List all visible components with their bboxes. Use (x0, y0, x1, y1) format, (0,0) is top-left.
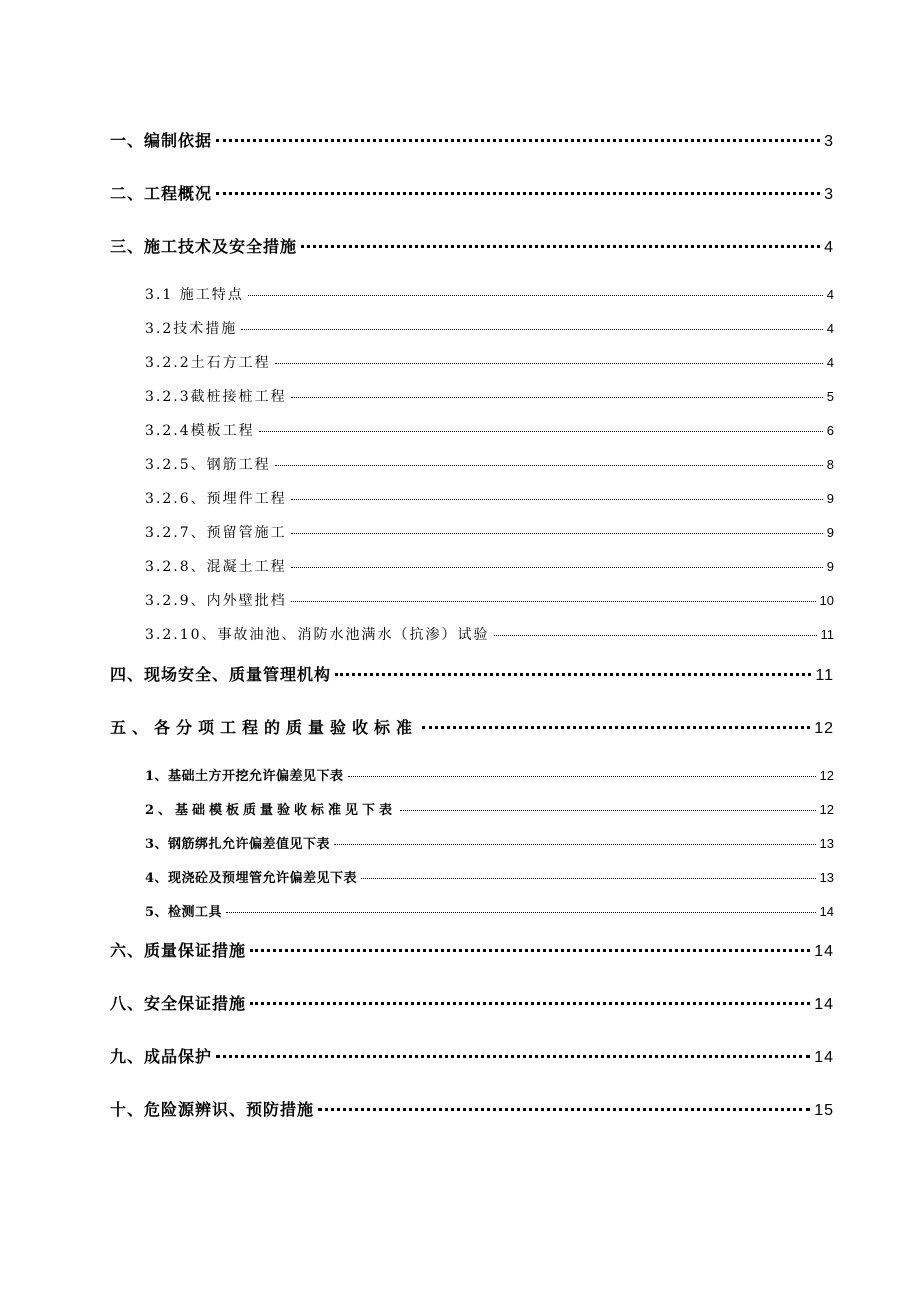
toc-entry[interactable] (110, 128, 834, 151)
toc-entry-label: 3.1 施工特点 (145, 287, 244, 303)
toc-entry-page: 9 (826, 559, 834, 574)
toc-entry[interactable] (145, 799, 834, 818)
toc-entry-page: 6 (826, 423, 834, 438)
dot-leader (335, 673, 811, 676)
toc-entry-label: 3.2技术措施 (145, 321, 238, 337)
dot-leader (241, 329, 823, 330)
toc-entry[interactable] (145, 765, 834, 784)
toc-entry[interactable] (145, 901, 834, 920)
dot-leader (400, 810, 815, 811)
dot-leader (291, 499, 823, 500)
dot-leader (422, 726, 810, 729)
toc-entry-label: 三、施工技术及安全措施 (110, 237, 298, 256)
toc-entry-page: 4 (826, 355, 834, 370)
dot-leader (216, 139, 820, 142)
dot-leader (291, 567, 823, 568)
dot-leader (226, 912, 815, 913)
toc-entry[interactable] (110, 938, 834, 961)
toc-entry-label: 八、安全保证措施 (110, 994, 247, 1013)
dot-leader (216, 192, 820, 195)
toc-entry[interactable] (145, 318, 834, 338)
toc-entry-label: 五、各分项工程的质量验收标准 (110, 718, 419, 737)
dot-leader (334, 844, 815, 845)
toc-entry-label: 1、基础土方开挖允许偏差见下表 (145, 769, 344, 784)
toc-entry-label: 3.2.8、混凝土工程 (145, 559, 287, 575)
toc-entry-page: 11 (820, 627, 834, 642)
toc-entry[interactable] (145, 522, 834, 542)
toc-entry-label: 3、钢筋绑扎允许偏差值见下表 (145, 837, 331, 852)
toc-entry-page: 3 (824, 133, 834, 150)
toc-entry-page: 9 (826, 491, 834, 506)
toc-entry-page: 14 (814, 943, 834, 960)
toc-entry[interactable] (110, 181, 834, 204)
toc-entry-page: 5 (826, 389, 834, 404)
toc-entry-page: 14 (819, 904, 834, 919)
toc-entry-page: 4 (824, 239, 834, 256)
toc-entry[interactable] (110, 991, 834, 1014)
toc-entry-label: 3.2.3截桩接桩工程 (145, 389, 287, 405)
toc-entry-label: 5、检测工具 (145, 905, 223, 920)
toc-entry-page: 11 (815, 667, 834, 684)
toc-entry[interactable] (145, 590, 834, 610)
toc-entry-label: 4、现浇砼及预埋管允许偏差见下表 (145, 871, 358, 886)
dot-leader (259, 431, 823, 432)
toc-entry-label: 3.2.9、内外壁批档 (145, 593, 287, 609)
dot-leader (216, 1055, 810, 1058)
dot-leader (275, 363, 823, 364)
toc-entry[interactable] (110, 234, 834, 257)
toc-entry-page: 13 (819, 836, 834, 851)
dot-leader (250, 1002, 810, 1005)
dot-leader (250, 949, 810, 952)
toc-entry[interactable] (145, 420, 834, 440)
toc-entry-label: 十、危险源辨识、预防措施 (110, 1100, 315, 1119)
toc-entry-page: 4 (826, 287, 834, 302)
toc-entry-page: 8 (826, 457, 834, 472)
toc-entry-page: 13 (819, 870, 834, 885)
toc-entry[interactable] (110, 662, 834, 685)
toc-entry[interactable] (145, 867, 834, 886)
toc-entry[interactable] (145, 556, 834, 576)
toc-entry-label: 六、质量保证措施 (110, 941, 247, 960)
dot-leader (348, 776, 816, 777)
toc-entry-label: 3.2.10、事故油池、消防水池满水（抗渗）试验 (145, 627, 490, 643)
toc-entry[interactable] (145, 386, 834, 406)
toc-entry-label: 九、成品保护 (110, 1047, 213, 1066)
toc-entry[interactable] (110, 1097, 834, 1120)
toc-entry-page: 12 (819, 802, 834, 817)
toc-entry-label: 3.2.5、钢筋工程 (145, 457, 271, 473)
toc-entry-page: 15 (814, 1102, 834, 1119)
toc-entry[interactable] (145, 833, 834, 852)
toc-entry[interactable] (145, 488, 834, 508)
toc-entry-label: 四、现场安全、质量管理机构 (110, 665, 332, 684)
toc-entry-label: 3.2.2土石方工程 (145, 355, 271, 371)
toc-entry-page: 14 (814, 1049, 834, 1066)
dot-leader (361, 878, 815, 879)
dot-leader (291, 601, 816, 602)
dot-leader (494, 635, 817, 636)
toc-entry-page: 3 (824, 186, 834, 203)
toc-entry-label: 2、基础模板质量验收标准见下表 (145, 803, 397, 818)
toc-entry-page: 9 (826, 525, 834, 540)
toc-entry-page: 10 (819, 593, 834, 608)
toc-entry-label: 3.2.6、预埋件工程 (145, 491, 287, 507)
toc-entry[interactable] (145, 352, 834, 372)
toc-entry[interactable] (110, 1044, 834, 1067)
toc-entry-label: 3.2.4模板工程 (145, 423, 255, 439)
toc-entry-label: 3.2.7、预留管施工 (145, 525, 287, 541)
dot-leader (275, 465, 823, 466)
toc-entry-page: 14 (814, 996, 834, 1013)
toc-entry[interactable] (110, 715, 834, 738)
dot-leader (291, 533, 823, 534)
toc-entry-label: 二、工程概况 (110, 184, 213, 203)
toc-entry[interactable] (145, 454, 834, 474)
dot-leader (291, 397, 823, 398)
toc-entry-page: 4 (826, 321, 834, 336)
toc-entry-label: 一、编制依据 (110, 131, 213, 150)
toc-entry[interactable] (145, 284, 834, 304)
toc-entry-page: 12 (814, 720, 834, 737)
toc-entry-page: 12 (819, 768, 834, 783)
dot-leader (318, 1108, 810, 1111)
toc-entry[interactable] (145, 624, 834, 644)
dot-leader (248, 295, 823, 296)
dot-leader (301, 245, 820, 248)
